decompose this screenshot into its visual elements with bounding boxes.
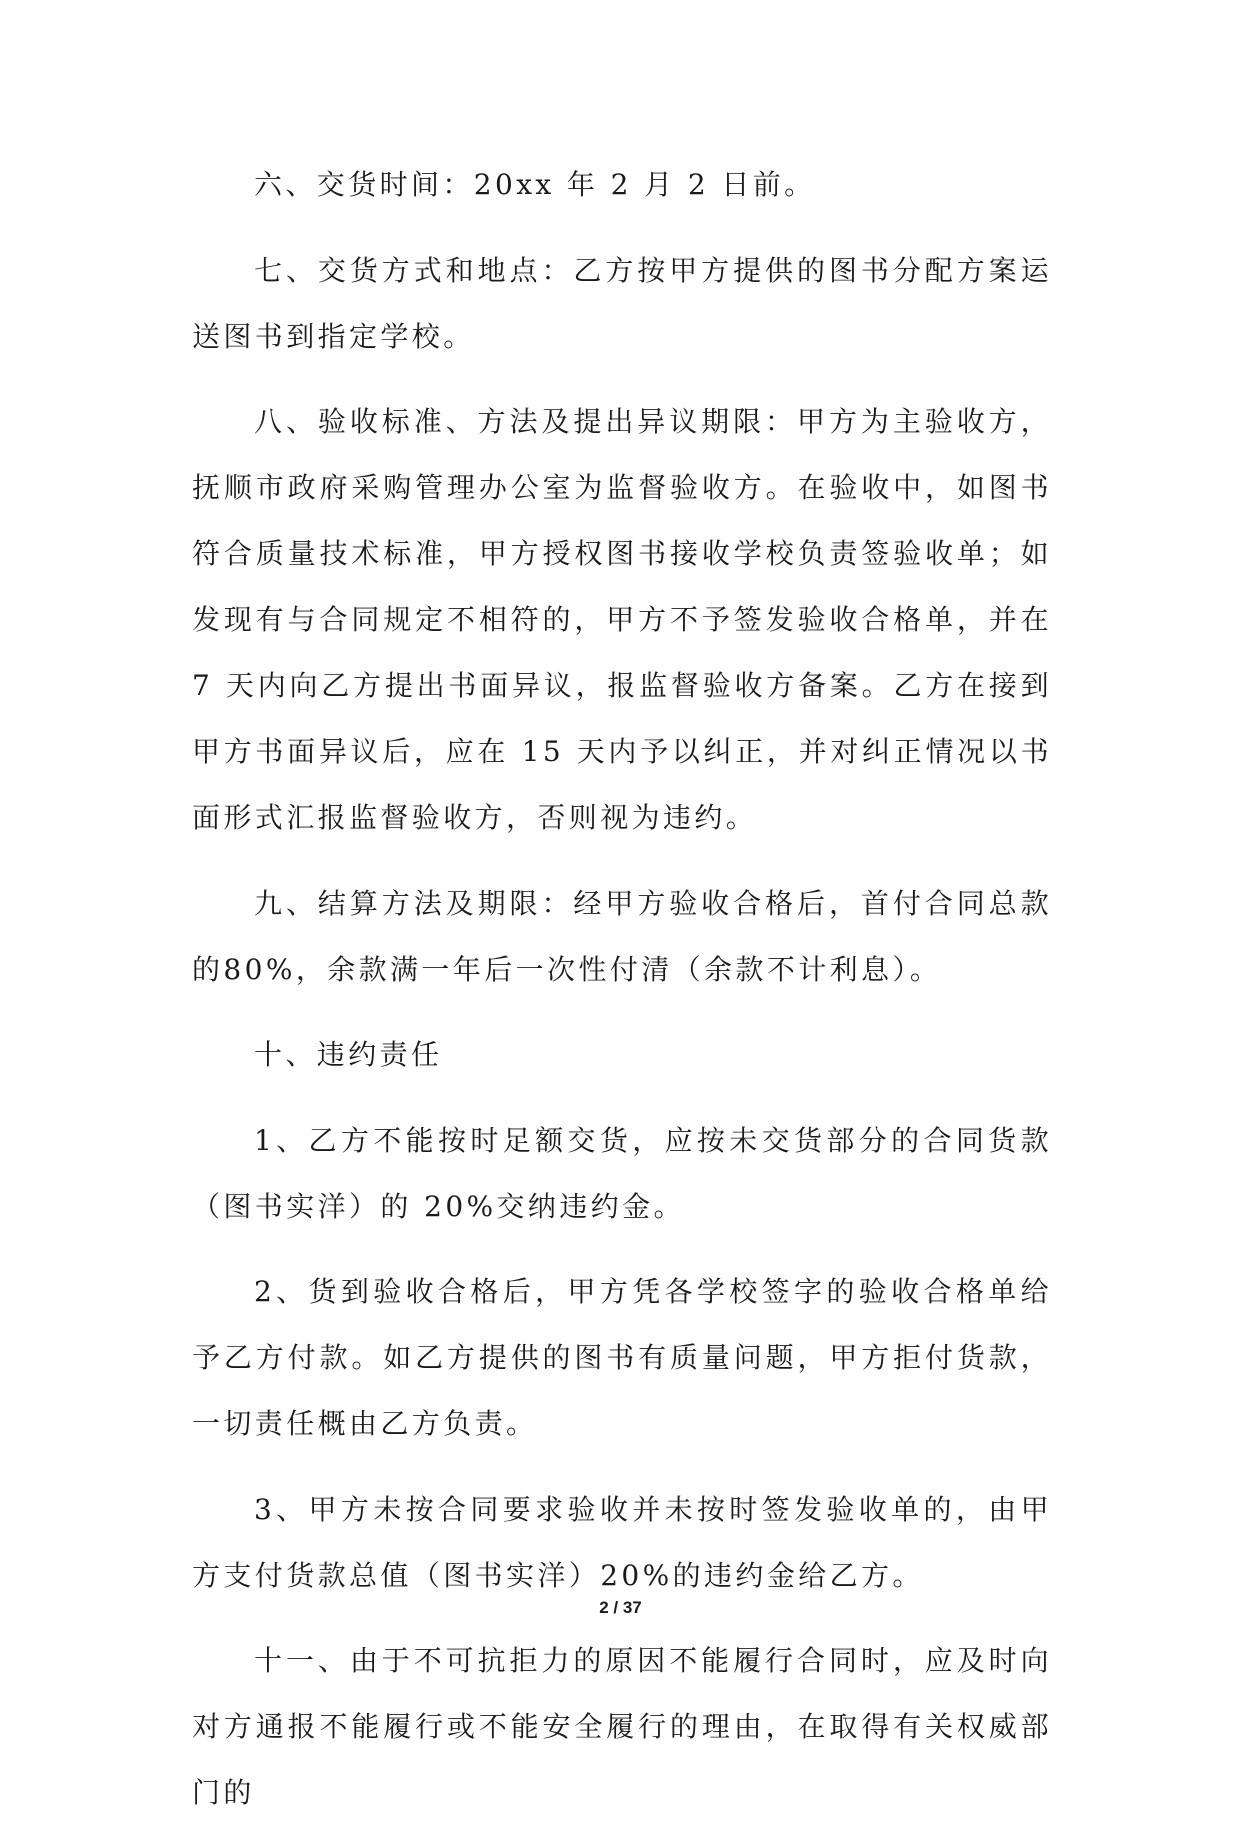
- paragraph-settlement: 九、结算方法及期限：经甲方验收合格后，首付合同总款的80%，余款满一年后一次性付清（余款不计利息）。: [192, 886, 1052, 986]
- paragraph-delivery-method: 七、交货方式和地点：乙方按甲方提供的图书分配方案运送图书到指定学校。: [192, 253, 1052, 353]
- paragraph-breach-item-3: 3、甲方未按合同要求验收并未按时签发验收单的，由甲方支付货款总值（图书实洋）20%的违约金给乙方。: [192, 1492, 1052, 1592]
- paragraph-force-majeure: 十一、由于不可抗拒力的原因不能履行合同时，应及时向对方通报不能履行或不能安全履行的理由，在取得有关权威部门的: [192, 1644, 1052, 1809]
- paragraph-delivery-time: 六、交货时间：20xx 年 2 月 2 日前。: [254, 168, 816, 201]
- paragraph-acceptance-standard: 八、验收标准、方法及提出异议期限：甲方为主验收方，抚顺市政府采购管理办公室为监督验收方。在验收中，如图书符合质量技术标准，甲方授权图书接收学校负责签验收单；如发现有与合同规定不相符的，甲方不予签发验收合格单，并在 7 天内向乙方提出书面异议，报监督验收方备案。乙方在接到甲方书面异议后，应在 15 天内予以纠正，并对纠正情况以书面形式汇报监督验收方，否则视为违约。: [192, 405, 1052, 834]
- paragraph-breach-item-1: 1、乙方不能按时足额交货，应按未交货部分的合同货款（图书实洋）的 20%交纳违约金。: [192, 1123, 1052, 1223]
- paragraph-breach-item-2: 2、货到验收合格后，甲方凭各学校签字的验收合格单给予乙方付款。如乙方提供的图书有质量问题，甲方拒付货款，一切责任概由乙方负责。: [192, 1275, 1052, 1440]
- paragraph-breach-heading: 十、违约责任: [254, 1038, 443, 1071]
- page-number: 2 / 37: [599, 1598, 642, 1617]
- document-body: [192, 152, 1052, 1846]
